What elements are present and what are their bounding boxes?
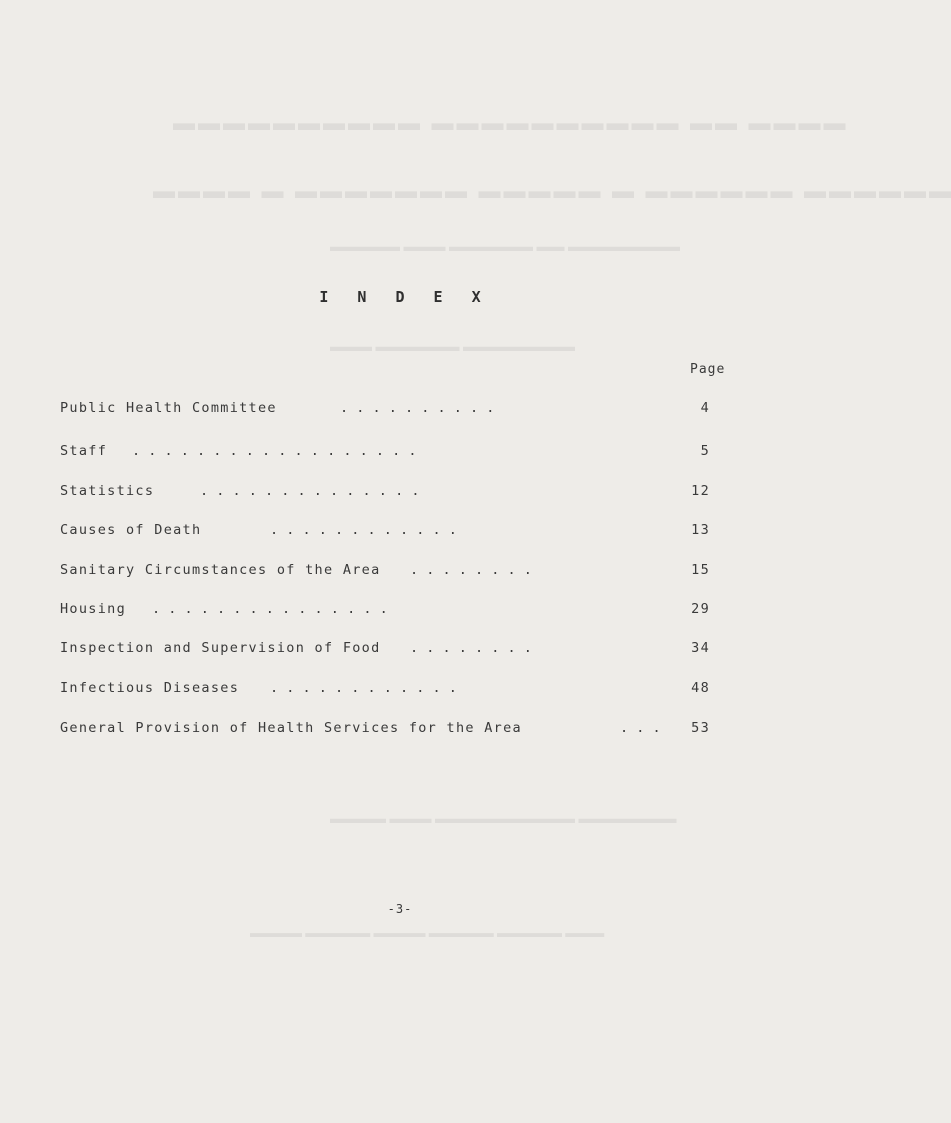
bleed-through-text: ▬▬▬ ▬▬▬▬▬ ▬▬▬▬▬ ▬▬▬▬ ▬▬▬▬▬ ▬▬▬▬: [250, 925, 605, 940]
toc-entry-page: 48: [691, 680, 710, 696]
page-column-header: Page: [690, 362, 726, 377]
bleed-through-text: ▬▬▬▬▬▬▬▬ ▬▬ ▬▬▬▬▬▬ ▬▬▬ ▬▬▬▬▬: [330, 240, 680, 255]
toc-entry-page: 5: [700, 443, 710, 459]
toc-entry-page: 12: [691, 483, 710, 499]
bleed-through-text: ▬▬▬▬▬▬▬▬ ▬▬▬▬▬▬ ▬▬▬: [330, 340, 575, 355]
toc-entry: [60, 400, 710, 420]
toc-entry: [60, 522, 710, 542]
toc-entry: [60, 720, 710, 740]
toc-entry-label: Sanitary Circumstances of the Area: [60, 562, 381, 578]
toc-leader-dots: . . . . . . . .: [410, 562, 532, 578]
toc-leader-dots: . . . . . . . . . . . .: [270, 680, 457, 696]
toc-entry-label: Public Health Committee: [60, 400, 277, 416]
toc-entry-label: Statistics: [60, 483, 155, 499]
toc-entry-label: Infectious Diseases: [60, 680, 240, 696]
toc-leader-dots: . . . . . . . . . . . .: [270, 522, 457, 538]
page-number: -3-: [387, 902, 413, 916]
bleed-through-text: ▬▬▬▬▬▬ ▬▬▬▬▬▬ ▬ ▬▬▬▬▬ ▬▬▬▬▬▬▬ ▬ ▬▬▬▬: [150, 178, 951, 203]
toc-entry-page: 34: [691, 640, 710, 656]
toc-entry: [60, 601, 710, 621]
toc-leader-dots: . . .: [620, 720, 661, 736]
toc-entry-page: 15: [691, 562, 710, 578]
toc-entry: [60, 483, 710, 503]
toc-entry-page: 53: [691, 720, 710, 736]
toc-entry-label: Staff: [60, 443, 108, 459]
toc-entry-page: 29: [691, 601, 710, 617]
toc-entry-label: Causes of Death: [60, 522, 202, 538]
toc-entry-label: Inspection and Supervision of Food: [60, 640, 381, 656]
toc-entry: [60, 680, 710, 700]
toc-entry-label: Housing: [60, 601, 126, 617]
bleed-through-text: ▬▬▬▬ ▬▬ ▬▬▬▬▬▬▬▬▬▬ ▬▬▬▬▬▬▬▬▬▬: [170, 110, 846, 135]
bleed-through-text: ▬▬▬▬▬▬▬ ▬▬▬▬▬▬▬▬▬▬ ▬▬▬ ▬▬▬▬: [330, 812, 677, 827]
toc-entry-page: 13: [691, 522, 710, 538]
toc-leader-dots: . . . . . . . . . . . . . . . . . .: [132, 443, 417, 459]
toc-entry-label: General Provision of Health Services for the Area: [60, 720, 522, 736]
toc-leader-dots: . . . . . . . .: [410, 640, 532, 656]
toc-entry: [60, 562, 710, 582]
toc-leader-dots: . . . . . . . . . . . . . . .: [152, 601, 388, 617]
toc-entry: [60, 443, 710, 463]
toc-entry: [60, 640, 710, 660]
toc-leader-dots: . . . . . . . . . . . . . .: [200, 483, 420, 499]
index-title: I N D E X: [319, 288, 491, 306]
toc-leader-dots: . . . . . . . . . .: [340, 400, 495, 416]
toc-entry-page: 4: [700, 400, 710, 416]
